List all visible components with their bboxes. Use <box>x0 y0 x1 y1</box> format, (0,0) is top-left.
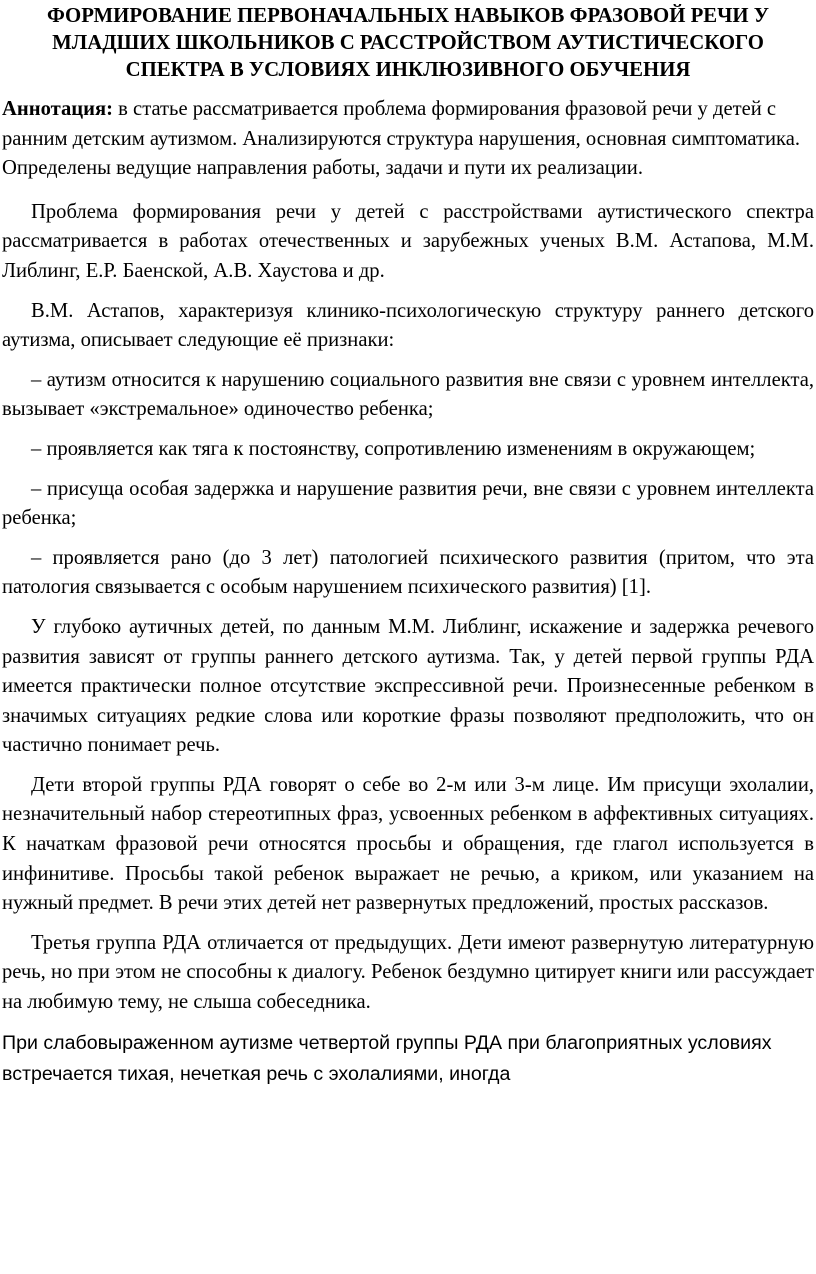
list-item: – проявляется рано (до 3 лет) патологией психического развития (притом, что эта патология связывается с особым нарушением психического развития) [1]. <box>2 546 814 599</box>
list-item: – проявляется как тяга к постоянству, сопротивлению изменениям в окружающем; <box>31 437 756 460</box>
annotation-paragraph <box>2 95 814 184</box>
body-paragraph: В.М. Астапов, характеризуя клинико-психологическую структуру раннего детского аутизма, описывает следующие её признаки: <box>2 299 814 352</box>
body-paragraph: Проблема формирования речи у детей с расстройствами аутистического спектра рассматривается в работах отечественных и зарубежных ученых В.М. Астапова, М.М. Либлинг, Е.Р. Баенской, А.В. Хаустова и др. <box>2 200 814 282</box>
body-paragraph: Третья группа РДА отличается от предыдущих. Дети имеют развернутую литературную речь, но при этом не способны к диалогу. Ребенок бездумно цитирует книги или рассуждает на любимую тему, не слыша собеседника. <box>2 931 814 1014</box>
list-item: – присуща особая задержка и нарушение развития речи, вне связи с уровнем интеллекта ребенка; <box>2 477 814 530</box>
body-paragraph: У глубоко аутичных детей, по данным М.М. Либлинг, искажение и задержка речевого развития зависят от группы раннего детского аутизма. Так, у детей первой группы РДА имеется практически полное отсутствие экспрессивной речи. Произнесенные ребенком в значимых ситуациях редкие слова или короткие фразы позволяют предположить, что он частично понимает речь. <box>2 615 814 757</box>
annotation-label: Аннотация: <box>2 98 114 120</box>
body-paragraph: Дети второй группы РДА говорят о себе во 2-м или 3-м лице. Им присущи эхолалии, незначительный набор стереотипных фраз, усвоенных ребенком в аффективных ситуациях. К начаткам фразовой речи относятся просьбы и обращения, где глагол используется в инфинитиве. Просьбы такой ребенок выражает не речью, а криком, или указанием на нужный предмет. В речи этих детей нет развернутых предложений, простых рассказов. <box>2 773 814 915</box>
list-item: – аутизм относится к нарушению социального развития вне связи с уровнем интеллекта, вызывает «экстремальное» одиночество ребенка; <box>2 368 814 421</box>
document-title: ФОРМИРОВАНИЕ ПЕРВОНАЧАЛЬНЫХ НАВЫКОВ ФРАЗОВОЙ РЕЧИ У МЛАДШИХ ШКОЛЬНИКОВ С РАССТРОЙСТВОМ АУТИСТИЧЕСКОГО СПЕКТРА В УСЛОВИЯХ ИНКЛЮЗИВНОГО ОБУЧЕНИЯ <box>46 4 770 81</box>
annotation-text: в статье рассматривается проблема формирования фразовой речи у детей с ранним детским аутизмом. Анализируются структура нарушения, основная симптоматика. Определены ведущие направления работы, задачи и пути их реализации. <box>2 98 801 180</box>
final-paragraph: При слабовыраженном аутизме четвертой группы РДА при благоприятных условиях встречается тихая, нечеткая речь с эхолалиями, иногда <box>2 1031 772 1085</box>
